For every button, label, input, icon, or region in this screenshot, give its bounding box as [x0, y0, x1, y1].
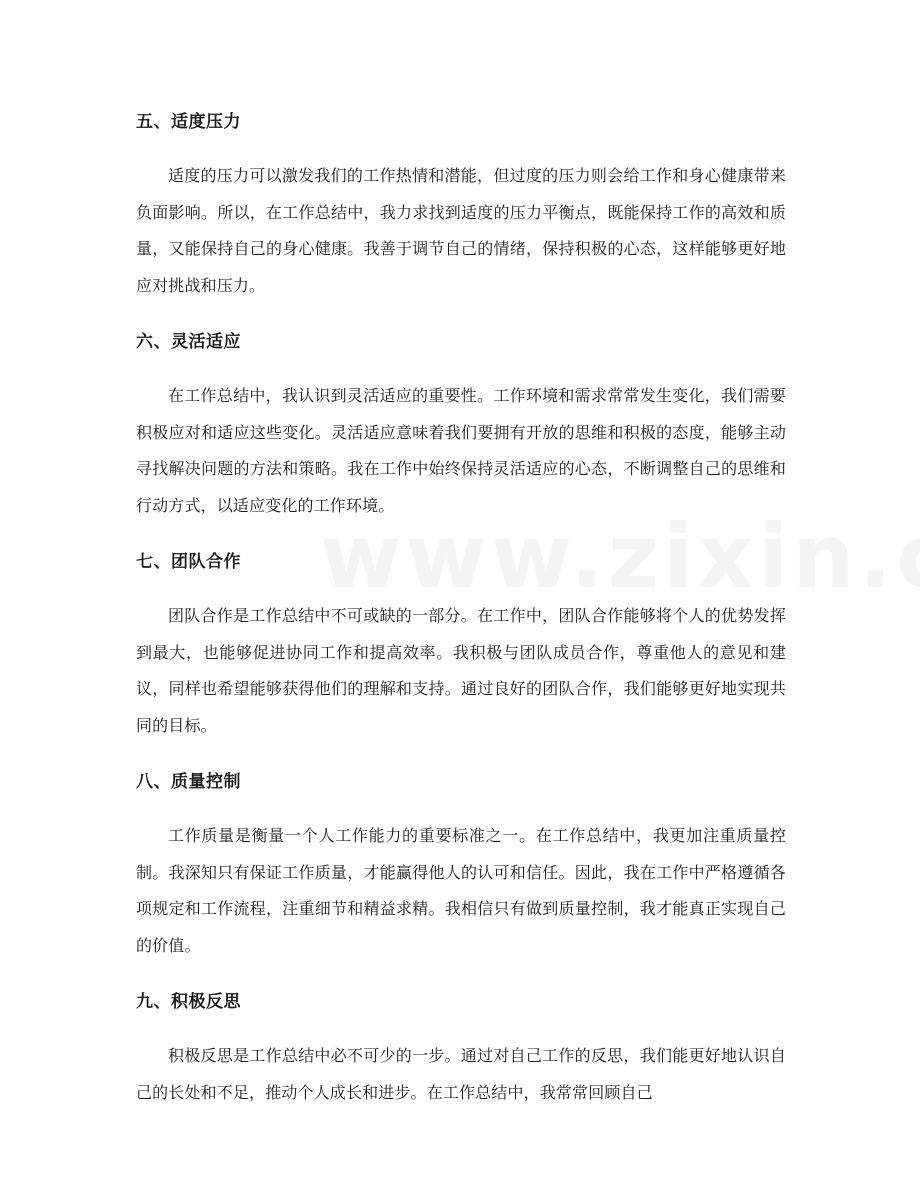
section-title: 七、团队合作	[136, 552, 241, 572]
section-paragraph: 团队合作是工作总结中不可或缺的一部分。在工作中，团队合作能够将个人的优势发挥到最大，也能够促进协同工作和提高效率。我积极与团队成员合作，尊重他人的意见和建议，同样也希望能够获得他们的理解和支持。通过良好的团队合作，我们能够更好地实现共同的目标。	[136, 606, 786, 735]
section-6	[136, 324, 786, 524]
section-paragraph: 工作质量是衡量一个人工作能力的重要标准之一。在工作总结中，我更加注重质量控制。我深知只有保证工作质量，才能赢得他人的认可和信任。因此，我在工作中严格遵循各项规定和工作流程，注重细节和精益求精。我相信只有做到质量控制，我才能真正实现自己的价值。	[136, 826, 786, 955]
section-8	[136, 764, 786, 964]
document-content	[136, 104, 786, 1131]
section-paragraph: 在工作总结中，我认识到灵活适应的重要性。工作环境和需求常常发生变化，我们需要积极应对和适应这些变化。灵活适应意味着我们要拥有开放的思维和积极的态度，能够主动寻找解决问题的方法和策略。我在工作中始终保持灵活适应的心态，不断调整自己的思维和行动方式，以适应变化的工作环境。	[136, 386, 786, 515]
section-title: 六、灵活适应	[136, 332, 241, 352]
section-paragraph: 适度的压力可以激发我们的工作热情和潜能，但过度的压力则会给工作和身心健康带来负面影响。所以，在工作总结中，我力求找到适度的压力平衡点，既能保持工作的高效和质量，又能保持自己的身心健康。我善于调节自己的情绪，保持积极的心态，这样能够更好地应对挑战和压力。	[136, 166, 786, 295]
section-title: 八、质量控制	[136, 772, 241, 792]
section-title: 五、适度压力	[136, 112, 241, 132]
section-5	[136, 104, 786, 304]
section-9	[136, 984, 786, 1111]
section-7	[136, 544, 786, 744]
section-title: 九、积极反思	[136, 992, 241, 1012]
section-paragraph: 积极反思是工作总结中必不可少的一步。通过对自己工作的反思，我们能更好地认识自己的长处和不足，推动个人成长和进步。在工作总结中，我常常回顾自己	[136, 1046, 786, 1102]
